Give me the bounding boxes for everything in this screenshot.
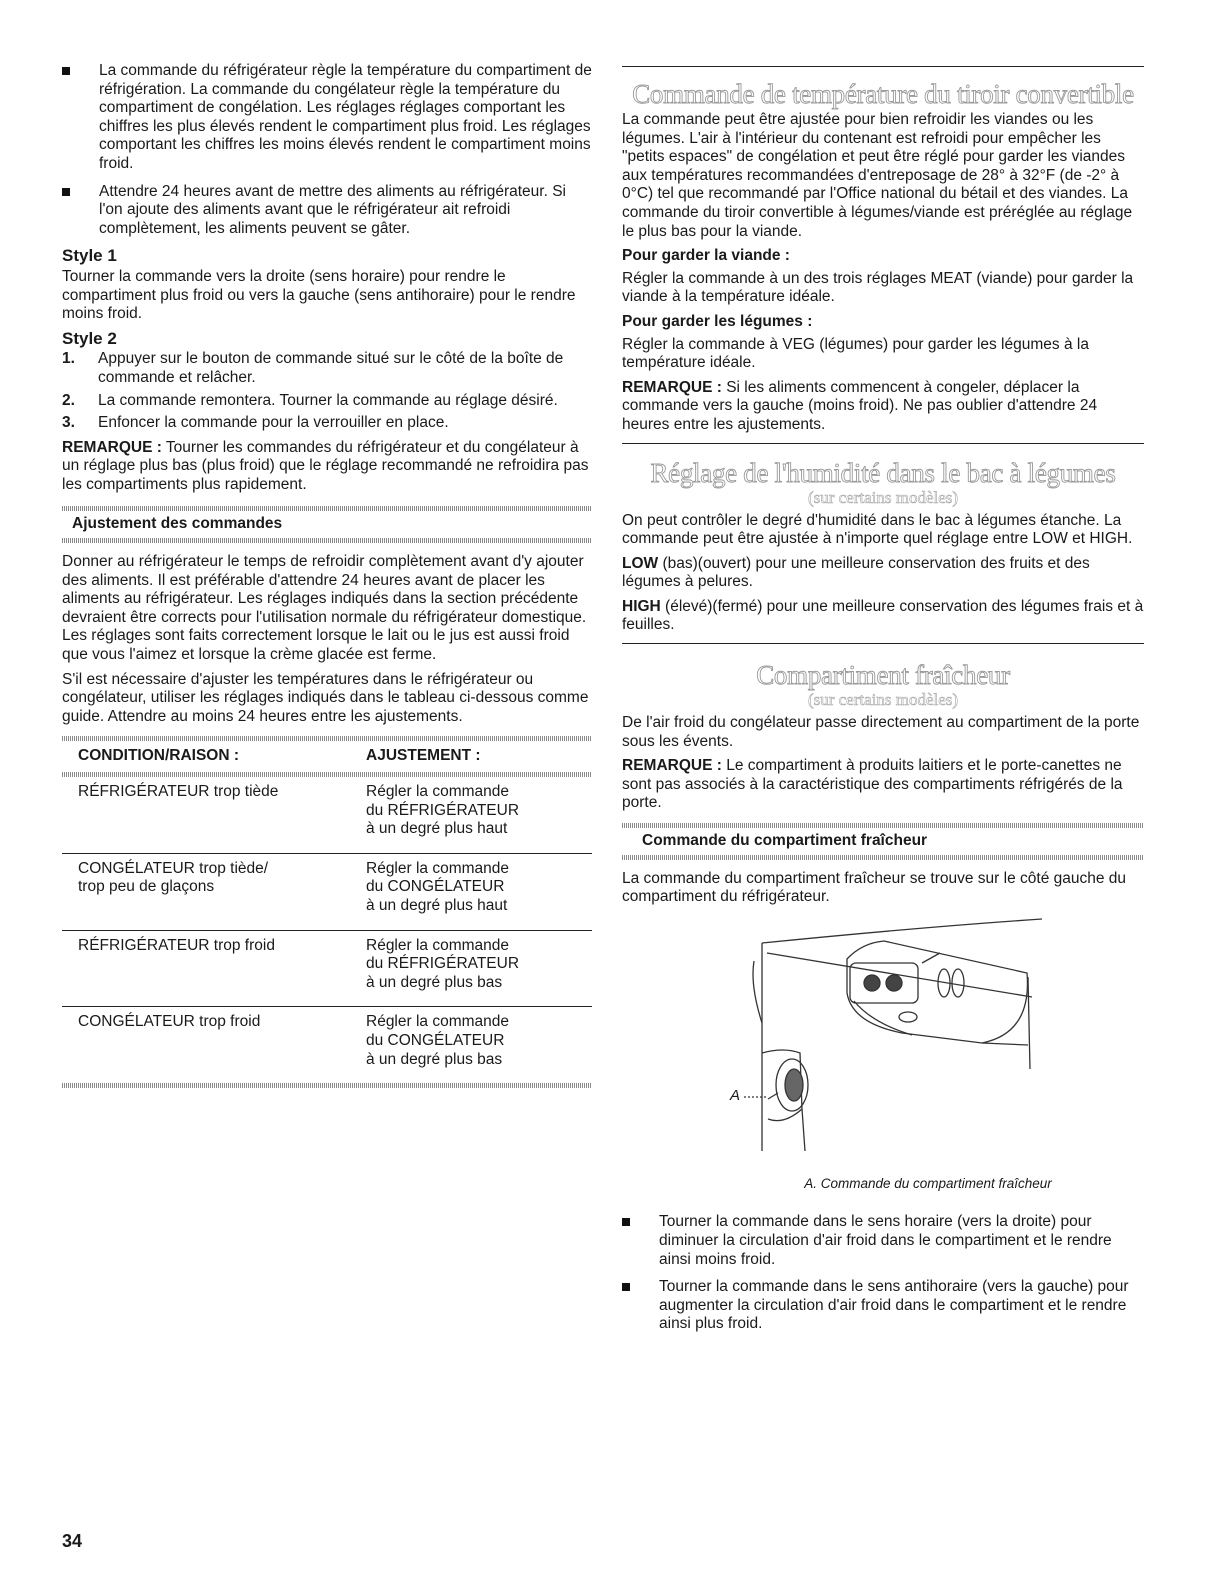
table-row: [62, 930, 592, 1007]
table-row: [62, 1007, 592, 1083]
table-row: [62, 853, 592, 930]
fraicheur-control-heading: Commande du compartiment fraîcheur: [642, 832, 928, 850]
remarque-note: REMARQUE : Tourner les commandes du réfrigérateur et du congélateur à un réglage plus bas (plus froid) que le réglage recommandé ne refroidira pas les compartiments plus rapidement.: [62, 438, 589, 493]
table-cell: Régler la commande du RÉFRIGÉRATEUR à un degré plus bas: [366, 930, 592, 1007]
right-column: [622, 66, 1144, 1343]
adjustment-table: [62, 741, 592, 1083]
table-cell: CONGÉLATEUR trop froid: [78, 1013, 261, 1031]
ajustement-paragraph: S'il est nécessaire d'ajuster les températures dans le réfrigérateur ou congélateur, utiliser les réglages indiqués dans le tableau ci-dessous comme guide. Attendre au moins 24 heures entre les ajustements.: [62, 670, 589, 725]
section-rule: [622, 443, 1144, 444]
humidite-paragraph: On peut contrôler le degré d'humidité dans le bac à légumes étanche. La commande peut être ajustée à n'importe quel réglage entre LOW et HIGH.: [622, 511, 1133, 548]
section-title-fraicheur: Compartiment fraîcheur: [756, 660, 1010, 691]
figure-caption: A. Commande du compartiment fraîcheur: [804, 1175, 1052, 1191]
table-cell: RÉFRIGÉRATEUR trop tiède: [62, 777, 366, 853]
remarque-note: REMARQUE : Si les aliments commencent à congeler, déplacer la commande vers la gauche (moins froid). Ne pas oublier d'attendre 24 heures entre les ajustements.: [622, 378, 1098, 433]
style2-steps: [62, 350, 592, 432]
section-subtitle: (sur certains modèles): [807, 690, 959, 710]
table-cell: Régler la commande du CONGÉLATEUR à un degré plus haut: [366, 853, 592, 930]
fraicheur-bullet-list: [622, 1213, 1144, 1334]
page-number: 34: [62, 1531, 83, 1551]
list-item: Tourner la commande dans le sens horaire (vers la droite) pour diminuer la circulation d'air froid dans le compartiment et le rendre ainsi moins froid.: [622, 1213, 1144, 1269]
remarque-note: REMARQUE : Le compartiment à produits laitiers et le porte-canettes ne sont pas associés à la caractéristique des compartiments réfrigérés de la porte.: [622, 757, 1123, 812]
ajustement-heading: Ajustement des commandes: [72, 515, 283, 533]
left-column: [62, 62, 592, 1088]
section-title-humidite: Réglage de l'humidité dans le bac à légumes: [650, 457, 1116, 488]
legumes-text: Régler la commande à VEG (légumes) pour garder les légumes à la température idéale.: [622, 335, 1089, 372]
viande-text: Régler la commande à un des trois réglages MEAT (viande) pour garder la viande à la température idéale.: [622, 269, 1134, 306]
table-header-condition: CONDITION/RAISON :: [78, 747, 240, 765]
legumes-heading: Pour garder les légumes :: [622, 312, 813, 330]
table-header-row: [62, 741, 592, 772]
low-setting-text: LOW (bas)(ouvert) pour une meilleure conservation des fruits et des légumes à pelures.: [622, 554, 1090, 591]
section-subtitle: (sur certains modèles): [807, 487, 959, 507]
fraicheur-control-illustration: [622, 913, 1144, 1171]
list-item: Tourner la commande dans le sens antihoraire (vers la gauche) pour augmenter la circulation d'air froid dans le compartiment et le rendre ainsi plus froid.: [622, 1278, 1144, 1334]
list-item: Attendre 24 heures avant de mettre des aliments au réfrigérateur. Si l'on ajoute des aliments avant que le réfrigérateur ait refroidi complètement, les aliments peuvent se gâter.: [62, 183, 592, 239]
fraicheur-paragraph: De l'air froid du congélateur passe directement au compartiment de la porte sous les évents.: [622, 714, 1140, 750]
style2-heading: Style 2: [62, 328, 117, 348]
section-rule: [622, 643, 1144, 644]
list-item: 2. La commande remontera. Tourner la commande au réglage désiré.: [62, 391, 558, 409]
style1-text: Tourner la commande vers la droite (sens horaire) pour rendre le compartiment plus froid ou vers la gauche (sens antihoraire) pour le rendre moins froid.: [62, 267, 576, 323]
hatch-divider: [62, 1083, 592, 1088]
intro-bullet-list: [62, 62, 592, 238]
list-item: La commande du réfrigérateur règle la température du compartiment de réfrigération. La commande du congélateur règle la température du compartiment de congélation. Les réglages réglages comportant les chiffres les plus élevés rendent le compartiment plus froid. Les réglages comportant les chiffres les moins élevés rendent le compartiment moins froid.: [62, 62, 592, 174]
list-item: 3. Enfoncer la commande pour la verrouiller en place.: [62, 414, 449, 432]
high-setting-text: HIGH (élevé)(fermé) pour une meilleure conservation des légumes frais et à feuilles.: [622, 597, 1144, 634]
figure: [622, 913, 1144, 1171]
section-title-tiroir: Commande de température du tiroir convertible: [632, 79, 1134, 109]
section-rule: [622, 66, 1144, 67]
figure-label-a: A: [730, 1086, 741, 1104]
table-cell: CONGÉLATEUR trop tiède/ trop peu de glaçons: [62, 853, 366, 930]
style1-heading: Style 1: [62, 246, 117, 266]
table-header-adjustment: AJUSTEMENT :: [366, 747, 481, 765]
table-cell: RÉFRIGÉRATEUR trop froid: [62, 930, 366, 1007]
ajustement-paragraph: Donner au réfrigérateur le temps de refroidir complètement avant d'y ajouter des aliments. Il est préférable d'attendre 24 heures avant de placer les aliments au réfrigérateur. Les réglages indiqués dans la section précédente devraient être corrects pour l'utilisation normale du réfrigérateur domestique. Les réglages sont faits correctement lorsque le lait ou le jus est aussi froid que vous l'aimez et lorsque la crème glacée est ferme.: [62, 553, 587, 664]
viande-heading: Pour garder la viande :: [622, 247, 790, 265]
tiroir-paragraph: La commande peut être ajustée pour bien refroidir les viandes ou les légumes. L'air à l'intérieur du contenant est refroidi pour empêcher les "petits espaces" de congélation et peut être réglé pour garder les viandes aux températures recommandées d'entreposage de 28° à 32°F (de -2° à 0°C) tel que recommandé par l'Office national du bétail et des viandes. La commande du tiroir convertible à légumes/viande est préréglée au réglage le plus bas pour la viande.: [622, 111, 1133, 240]
table-cell: Régler la commande du RÉFRIGÉRATEUR à un degré plus haut: [366, 777, 592, 853]
list-item: 1. Appuyer sur le bouton de commande situé sur le côté de la boîte de commande et relâcher.: [62, 350, 564, 386]
fraicheur-control-text: La commande du compartiment fraîcheur se trouve sur le côté gauche du compartiment du réfrigérateur.: [622, 869, 1127, 906]
table-cell: Régler la commande du CONGÉLATEUR à un degré plus bas: [366, 1013, 510, 1068]
hatch-divider: [622, 855, 1144, 860]
hatch-divider: [62, 538, 592, 543]
table-row: [62, 777, 592, 853]
